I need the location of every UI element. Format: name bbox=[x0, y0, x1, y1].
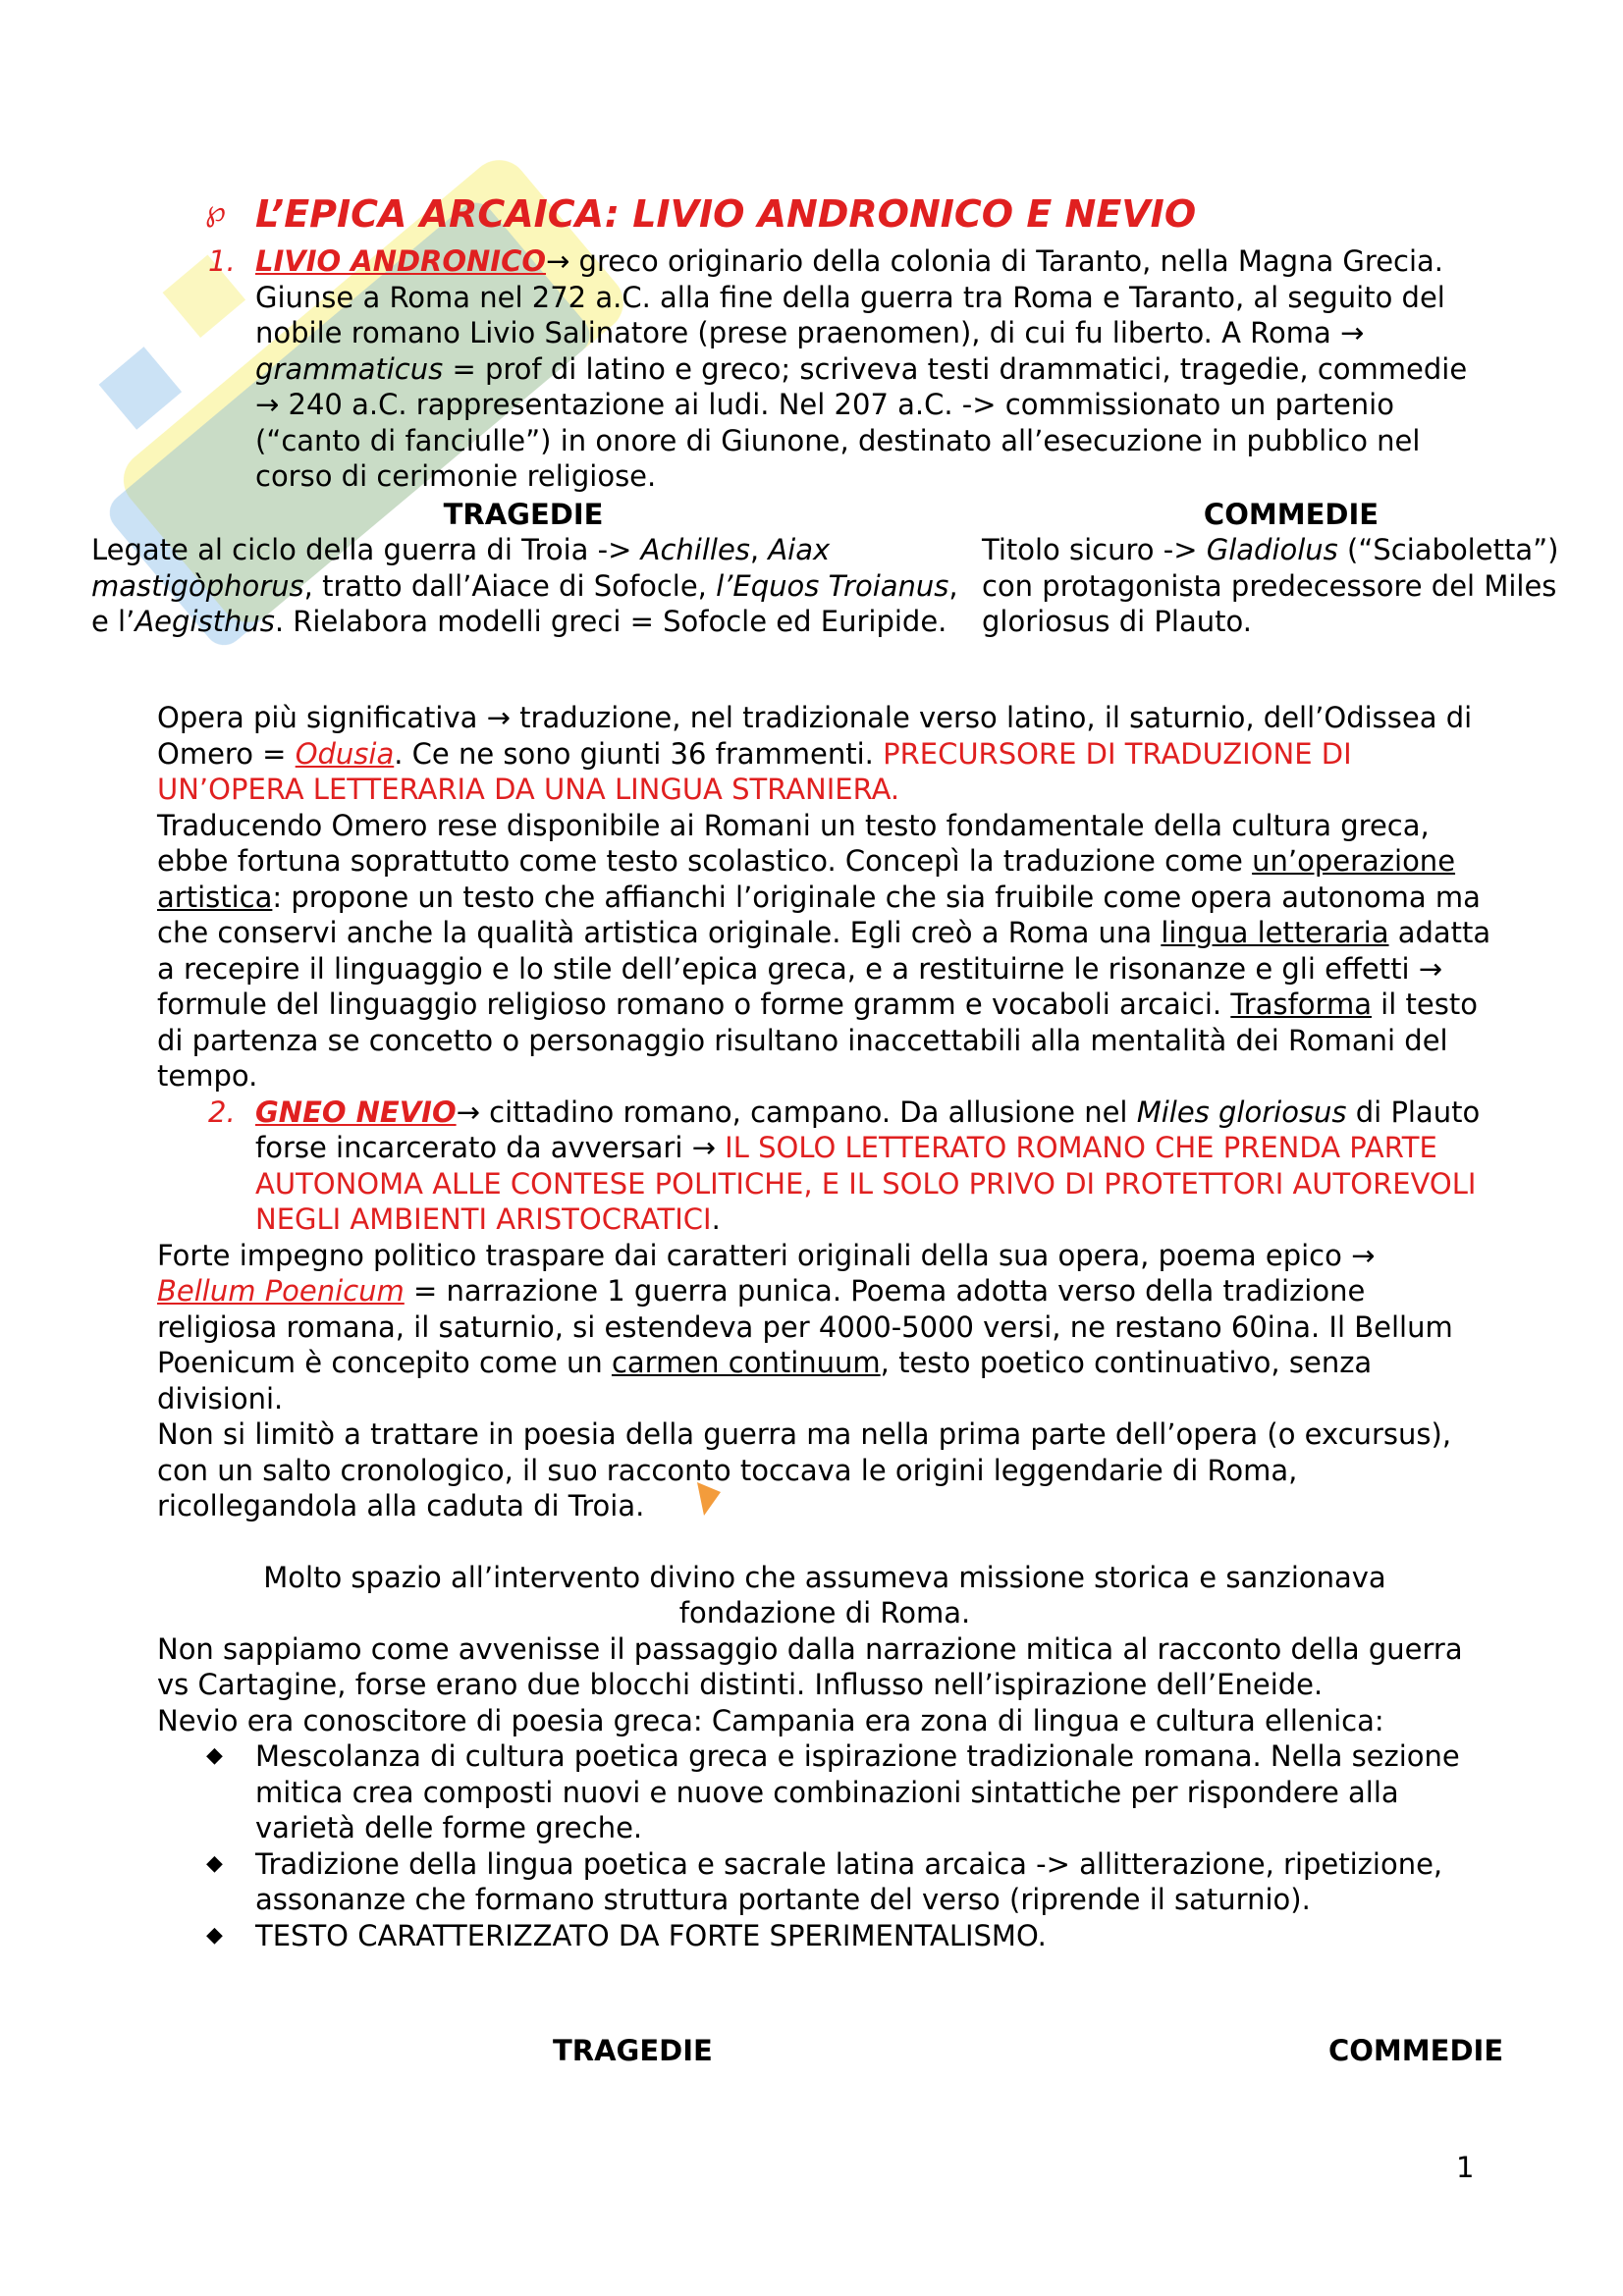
title-marker-icon: ℘ bbox=[205, 194, 226, 229]
title-odusia: Odusia bbox=[295, 736, 395, 771]
text: il testo di partenza se concetto o personaggio risultano inaccettabili alla mentalità dei Romani del tempo. bbox=[157, 988, 1478, 1093]
page-number: 1 bbox=[1456, 2151, 1475, 2184]
livio-name: LIVIO ANDRONICO bbox=[255, 244, 547, 278]
text bbox=[716, 1131, 725, 1164]
text: , e l’ bbox=[91, 568, 958, 638]
text: . Ce ne sono giunti 36 frammenti. bbox=[394, 736, 884, 771]
title-bellum: Bellum Poenicum bbox=[157, 1274, 405, 1308]
diamond-bullet-icon: ◆ bbox=[206, 1743, 223, 1768]
highlight-red: IL SOLO LETTERATO ROMANO CHE PRENDA PARTE AUTONOMA ALLE CONTESE POLITICHE, E IL SOLO PRIVO DI PROTETTORI AUTOREVOLI NEGLI AMBIENTI ARISTOCRATICI bbox=[255, 1131, 1477, 1236]
text: cittadino romano, campano. Da allusione nel bbox=[479, 1095, 1137, 1129]
section-number: 2. bbox=[208, 1095, 236, 1129]
nevio-name: GNEO NEVIO bbox=[255, 1095, 457, 1129]
title-aiax: Aiax mastigòphorus bbox=[91, 533, 831, 603]
nevio-heading-paragraph bbox=[255, 1095, 1492, 1238]
text: , bbox=[749, 533, 769, 566]
text: . Rielabora modelli greci = Sofocle ed Euripide. bbox=[274, 605, 947, 638]
text: , testo poetico continuativo, senza divisioni. bbox=[157, 1346, 1373, 1415]
list-item-text: Mescolanza di cultura poetica greca e ispirazione tradizionale romana. Nella sezione mitica crea composti nuovi e nuove combinazioni sintattiche per rispondere alla varietà delle forme greche. bbox=[255, 1739, 1460, 1844]
arrow-icon: → bbox=[486, 701, 511, 734]
title-miles: Miles gloriosus bbox=[1136, 1095, 1347, 1129]
nonsi-paragraph: Non si limitò a trattare in poesia della guerra ma nella prima parte dell’opera (o excursus), con un salto cronologico, il suo racconto toccava le origini leggendarie di Roma, ricollegandola alla caduta di Troia. bbox=[157, 1417, 1452, 1522]
table2-tragedie-header: TRAGEDIE bbox=[553, 2034, 713, 2067]
section-nevio bbox=[208, 1095, 1492, 1238]
molto-paragraph: Molto spazio all’intervento divino che assumeva missione storica e sanzionava fondazione di Roma. bbox=[263, 1560, 1386, 1629]
text: 240 a.C. rappresentazione ai ludi. Nel 207 a.C. -> commissionato un partenio (“canto di fanciulle”) in onore di Giunone, destinato all’esecuzione in pubblico nel corso di cerimonie religiose. bbox=[255, 388, 1421, 493]
arrow-icon: → bbox=[456, 1095, 480, 1129]
arrow-icon: → bbox=[691, 1131, 716, 1164]
list-item bbox=[206, 1846, 1492, 1918]
arrow-icon: → bbox=[1351, 1238, 1376, 1272]
text: Opera più significativa bbox=[157, 701, 487, 734]
cursor-icon bbox=[694, 1480, 724, 1520]
section-number: 1. bbox=[208, 244, 236, 278]
odusia-paragraph bbox=[157, 700, 1492, 808]
text: Forte impegno politico traspare dai caratteri originali della sua opera, poema epico bbox=[157, 1238, 1352, 1272]
text: Legate al ciclo della guerra di Troia -> bbox=[91, 533, 641, 566]
nevio-paragraph: Nevio era conoscitore di poesia greca: Campania era zona di lingua e cultura ellenica: bbox=[157, 1703, 1384, 1737]
bullet-list bbox=[206, 1738, 1492, 1953]
underlined-term: Trasforma bbox=[1230, 988, 1372, 1021]
text: Titolo sicuro -> bbox=[982, 533, 1207, 566]
title-equos: l’Equos Troianus bbox=[716, 568, 949, 603]
underlined-term: carmen continuum bbox=[611, 1346, 881, 1379]
table1-commedie-header: COMMEDIE bbox=[1203, 498, 1380, 531]
title-achilles: Achilles bbox=[640, 533, 750, 566]
section-livio bbox=[208, 243, 1492, 495]
arrow-icon: → bbox=[255, 388, 280, 421]
text: : propone un testo che affianchi l’originale che sia fruibile come opera autonoma ma che conservi anche la qualità artistica originale. Egli creò a Roma una bbox=[157, 880, 1481, 949]
page-title: L’EPICA ARCAICA: LIVIO ANDRONICO E NEVIO bbox=[255, 192, 1197, 236]
body-text bbox=[157, 700, 1492, 1953]
underlined-term: un’operazione artistica bbox=[157, 844, 1456, 914]
arrow-icon: → bbox=[546, 244, 570, 278]
text: , tratto dall’Aiace di Sofocle, bbox=[303, 568, 717, 603]
text: Traducendo Omero rese disponibile ai Romani un testo fondamentale della cultura greca, ebbe fortuna soprattutto come testo scolastico. Concepì la traduzione come bbox=[157, 808, 1430, 878]
table2-commedie-header: COMMEDIE bbox=[1328, 2034, 1504, 2067]
text: = narrazione 1 guerra punica. Poema adotta verso della tradizione religiosa romana, il saturnio, si estendeva per 4000-5000 versi, ne restano 60ina. Il Bellum Poenicum è concepito come un bbox=[157, 1274, 1453, 1379]
grammaticus-term: grammaticus bbox=[255, 351, 444, 386]
livio-paragraph bbox=[255, 243, 1492, 495]
list-item-text: Tradizione della lingua poetica e sacrale latina arcaica -> allitterazione, ripetizione, assonanze che formano struttura portante del verso (riprende il saturnio). bbox=[255, 1846, 1443, 1916]
text: greco originario della colonia di Taranto, nella Magna Grecia. Giunse a Roma nel 272 a.C. alla fine della guerra tra Roma e Taranto, al seguito del nobile romano Livio Salinatore (prese praenomen), di cui fu liberto. A Roma bbox=[255, 244, 1445, 349]
text: di Plauto forse incarcerato da avversari bbox=[255, 1095, 1481, 1164]
table1-commedie-cell bbox=[982, 532, 1600, 640]
text: = prof di latino e greco; scriveva testi drammatici, tragedie, commedie bbox=[443, 351, 1468, 386]
list-item-text: TESTO CARATTERIZZATO DA FORTE SPERIMENTALISMO. bbox=[255, 1918, 1047, 1952]
arrow-icon: → bbox=[1418, 951, 1443, 986]
title-aegisthus: Aegisthus bbox=[135, 605, 275, 638]
text: traduzione, nel tradizionale verso latino, il saturnio, dell’Odissea di Omero = bbox=[157, 701, 1473, 771]
highlight-red: PRECURSORE DI TRADUZIONE DI UN’OPERA LETTERARIA DA UNA LINGUA STRANIERA. bbox=[157, 736, 1352, 806]
list-item bbox=[206, 1738, 1492, 1846]
text: formule del linguaggio religioso romano o forme gramm e vocaboli arcaici. bbox=[157, 988, 1231, 1021]
title-gladiolus: Gladiolus bbox=[1206, 533, 1338, 566]
nonsappiamo-paragraph: Non sappiamo come avvenisse il passaggio dalla narrazione mitica al racconto della guerra vs Cartagine, forse erano due blocchi distinti. Influsso nell’ispirazione dell’Eneide. bbox=[157, 1631, 1463, 1701]
text: adatta a recepire il linguaggio e lo stile dell’epica greca, e a restituirne le risonanze e gli effetti bbox=[157, 916, 1491, 986]
underlined-term: lingua letteraria bbox=[1161, 916, 1389, 949]
traducendo-paragraph bbox=[157, 808, 1492, 1095]
arrow-icon: → bbox=[1340, 316, 1365, 349]
table1-tragedie-cell bbox=[91, 532, 965, 640]
text: . bbox=[711, 1202, 721, 1236]
diamond-bullet-icon: ◆ bbox=[206, 1922, 223, 1948]
diamond-bullet-icon: ◆ bbox=[206, 1850, 223, 1876]
list-item bbox=[206, 1918, 1492, 1954]
blank-line bbox=[157, 1524, 1492, 1560]
table1-tragedie-header: TRAGEDIE bbox=[443, 498, 604, 531]
text: (“Sciaboletta”) con protagonista predecessore del Miles gloriosus di Plauto. bbox=[982, 533, 1559, 638]
forte-paragraph bbox=[157, 1238, 1492, 1417]
